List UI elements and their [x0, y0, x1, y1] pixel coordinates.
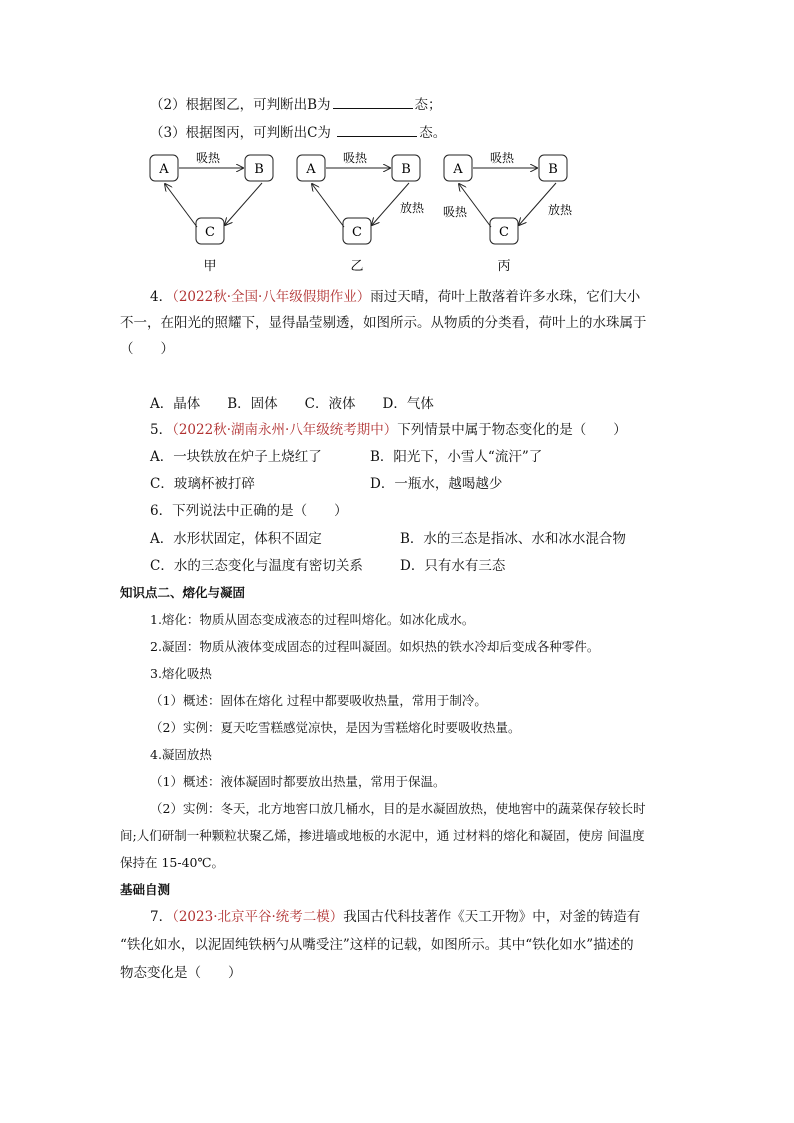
q3-part3: （3）根据图丙，可判断出C为 态。 — [150, 125, 447, 141]
caption-jia: 甲 — [203, 259, 217, 274]
diagram-bing — [443, 150, 573, 274]
svg-text:放热: 放热 — [547, 203, 573, 217]
svg-text:放热: 放热 — [399, 201, 425, 215]
svg-text:C: C — [205, 225, 215, 240]
diagram-yi — [297, 150, 425, 274]
svg-text:吸热: 吸热 — [195, 151, 221, 165]
q5-option-d: D．一瓶水，越喝越少 — [370, 476, 503, 492]
svg-text:吸热: 吸热 — [442, 205, 468, 219]
kp2-line: 3.熔化吸热 — [150, 666, 212, 681]
svg-text:C: C — [499, 225, 509, 240]
diagram-jia — [150, 150, 273, 274]
q5-option-a: A．一块铁放在炉子上烧红了 — [150, 449, 322, 465]
q3-part2: （2）根据图乙，可判断出B为 态； — [150, 97, 442, 113]
q7-line1: 7．（2023·北京平谷·统考二模）我国古代科技著作《天工开物》中，对釜的铸造有 — [150, 909, 641, 925]
q6-stem: 6．下列说法中正确的是（ ） — [150, 503, 348, 519]
q5-source: （2022秋·湖南永州·八年级统考期中） — [172, 422, 398, 438]
svg-text:A: A — [453, 162, 463, 177]
q4-line2: 不一，在阳光的照耀下，显得晶莹剔透，如图所示。从物质的分类看，荷叶上的水珠属于 — [120, 315, 647, 331]
caption-bing: 丙 — [497, 259, 511, 274]
q5-option-c: C．玻璃杯被打碎 — [150, 476, 255, 492]
svg-text:C: C — [352, 225, 362, 240]
svg-text:吸热: 吸热 — [489, 151, 515, 165]
kp2-line: 间;人们研制一种颗粒状聚乙烯，掺进墙或地板的水泥中，通 过材料的熔化和凝固，使房 间温度 — [120, 828, 645, 843]
kp2-line: （1）概述：液体凝固时都要放出热量，常用于保温。 — [150, 774, 446, 789]
q5-stem: 5．（2022秋·湖南永州·八年级统考期中）下列情景中属于物态变化的是（ ） — [150, 422, 627, 438]
kp2-line: 4.凝固放热 — [150, 747, 212, 762]
q7-line3: 物态变化是（ ） — [120, 965, 242, 981]
q4-source: （2022秋·全国·八年级假期作业） — [172, 289, 371, 305]
q7-line2: “铁化如水，以泥固纯铁柄勺从嘴受注”这样的记载，如图所示。其中“铁化如水”描述的 — [120, 937, 634, 953]
q7-source: （2023·北京平谷·统考二模） — [172, 909, 344, 925]
arrow-b-c — [225, 183, 262, 225]
svg-text:B: B — [254, 162, 264, 177]
caption-yi: 乙 — [350, 259, 364, 274]
section-heading-kp2: 知识点二、熔化与凝固 — [120, 585, 246, 600]
q6-option-c: C．水的三态变化与温度有密切关系 — [150, 558, 363, 574]
state-diagrams — [0, 0, 794, 290]
kp2-line: 2.凝固：物质从液体变成固态的过程叫凝固。如炽热的铁水冷却后变成各种零件。 — [150, 639, 600, 654]
kp2-line: 保持在 15-40℃。 — [120, 855, 224, 870]
svg-text:B: B — [401, 162, 411, 177]
q4-line3: （ ） — [120, 341, 174, 357]
kp2-line: 1.熔化：物质从固态变成液态的过程叫熔化。如冰化成水。 — [150, 612, 475, 627]
q6-option-d: D．只有水有三态 — [400, 558, 506, 574]
kp2-line: （2）实例：夏天吃雪糕感觉凉快，是因为雪糕熔化时要吸收热量。 — [150, 720, 521, 735]
svg-text:吸热: 吸热 — [342, 151, 368, 165]
arrow-c-a — [312, 184, 344, 227]
kp2-line: （2）实例：冬天，北方地窖口放几桶水，目的是水凝固放热，使地窖中的蔬菜保存较长时 — [150, 801, 646, 816]
svg-text:A: A — [306, 162, 316, 177]
q5-option-b: B．阳光下，小雪人“流汗”了 — [370, 449, 543, 465]
section-heading-basic: 基础自测 — [120, 882, 171, 897]
kp2-line: （1）概述：固体在熔化 过程中都要吸收热量，常用于制冷。 — [150, 693, 487, 708]
q6-option-a: A．水形状固定，体积不固定 — [150, 531, 322, 547]
arrow-c-a — [165, 184, 197, 227]
q6-option-b: B．水的三态是指冰、水和冰水混合物 — [400, 531, 626, 547]
svg-text:A: A — [159, 162, 169, 177]
q4-options: A．晶体 B．固体 C．液体 D．气体 — [150, 396, 434, 412]
svg-text:B: B — [548, 162, 558, 177]
q4-line1: 4．（2022秋·全国·八年级假期作业）雨过天晴，荷叶上散落着许多水珠，它们大小 — [150, 289, 641, 305]
